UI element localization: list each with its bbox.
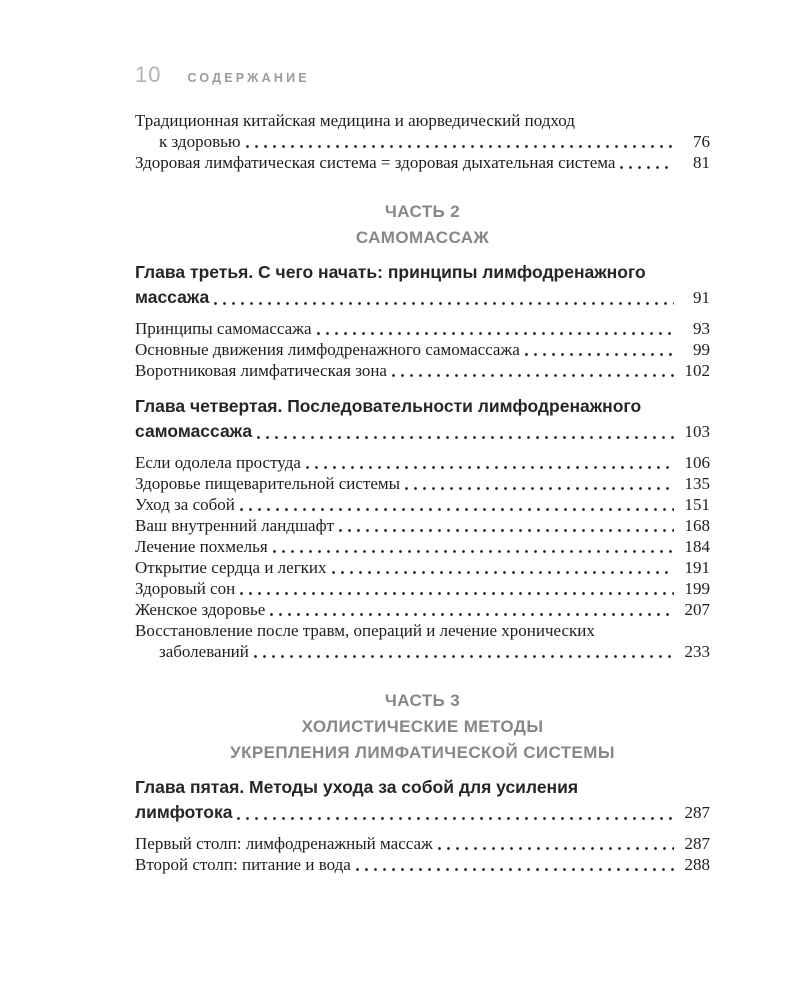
- toc-entry-page: 287: [684, 803, 710, 822]
- dot-leader: [237, 800, 674, 825]
- dot-leader: [240, 494, 674, 515]
- dot-leader: [438, 833, 674, 854]
- toc-entry: [135, 620, 710, 662]
- toc-entry-title: Если одолела простуда: [135, 453, 301, 472]
- toc-entry-title-continued: к здоровью: [159, 132, 241, 151]
- toc-entry-title: Принципы самомассажа: [135, 319, 312, 338]
- toc-entry-page: 151: [684, 495, 710, 514]
- dot-leader: [525, 339, 674, 360]
- toc-entry-page: 81: [693, 153, 710, 172]
- toc-entry-page: 199: [684, 579, 710, 598]
- dot-leader: [273, 536, 674, 557]
- toc-entry: [135, 110, 710, 152]
- toc-entry-page: 168: [684, 516, 710, 535]
- dot-leader: [620, 152, 674, 173]
- toc-entry-page: 103: [684, 422, 710, 441]
- toc-entry: [135, 494, 710, 515]
- chapter-title-continued: самомассажа: [135, 421, 253, 441]
- part-heading-line: ЧАСТЬ 3: [384, 691, 461, 710]
- dot-leader: [246, 131, 674, 152]
- toc-entry: [135, 452, 710, 473]
- toc-entry: [135, 599, 710, 620]
- toc-entry: [135, 515, 710, 536]
- chapter-entry: [135, 775, 710, 825]
- dot-leader: [332, 557, 674, 578]
- part-heading-2: [135, 199, 710, 251]
- part-heading-line: УКРЕПЛЕНИЯ ЛИМФАТИЧЕСКОЙ СИСТЕМЫ: [230, 743, 615, 762]
- toc-entry-page: 135: [684, 474, 710, 493]
- dot-leader: [240, 578, 674, 599]
- toc-entry-page: 93: [693, 319, 710, 338]
- toc-entry-title: Первый столп: лимфодренажный массаж: [135, 834, 433, 853]
- toc-entry-title: Женское здоровье: [135, 600, 266, 619]
- chapter-title: Глава четвертая. Последовательности лимфодренажного: [135, 396, 642, 416]
- dot-leader: [270, 599, 674, 620]
- toc-entry-title: Второй столп: питание и вода: [135, 855, 351, 874]
- toc-entry-title-continued: заболеваний: [159, 642, 249, 661]
- toc-entry: [135, 833, 710, 854]
- toc-entry-page: 207: [684, 600, 710, 619]
- dot-leader: [257, 419, 674, 444]
- part-heading-3: [135, 688, 710, 766]
- chapter-entry: [135, 260, 710, 310]
- dot-leader: [405, 473, 674, 494]
- chapter-title: Глава пятая. Методы ухода за собой для усиления: [135, 777, 579, 797]
- toc-entry: [135, 360, 710, 381]
- dot-leader: [339, 515, 674, 536]
- toc-entry-title: Здоровая лимфатическая система = здоровая дыхательная система: [135, 153, 616, 172]
- dot-leader: [306, 452, 674, 473]
- toc-entry: [135, 854, 710, 875]
- toc-entry-title: Основные движения лимфодренажного самомассажа: [135, 340, 520, 359]
- toc-entry-page: 191: [684, 558, 710, 577]
- toc-entry-title: Воротниковая лимфатическая зона: [135, 361, 387, 380]
- page-number: 10: [135, 62, 162, 87]
- toc-entry-page: 287: [684, 834, 710, 853]
- part-heading-line: ХОЛИСТИЧЕСКИЕ МЕТОДЫ: [301, 717, 544, 736]
- toc-entry-title: Традиционная китайская медицина и аюрведический подход: [135, 111, 575, 130]
- dot-leader: [214, 285, 674, 310]
- toc-entry-page: 99: [693, 340, 710, 359]
- toc-entry: [135, 473, 710, 494]
- toc-entry-title: Здоровье пищеварительной системы: [135, 474, 401, 493]
- toc-entry-title: Лечение похмелья: [135, 537, 268, 556]
- chapter-entry: [135, 394, 710, 444]
- toc-entry-page: 288: [684, 855, 710, 874]
- running-head: [135, 62, 710, 90]
- toc-entry: [135, 318, 710, 339]
- toc-entry-title: Открытие сердца и легких: [135, 558, 327, 577]
- contents-header: СОДЕРЖАНИЕ: [187, 71, 310, 85]
- chapter-title-continued: лимфотока: [135, 802, 233, 822]
- toc-entry-page: 76: [693, 132, 710, 151]
- toc-entry-page: 233: [684, 642, 710, 661]
- chapter-title-continued: массажа: [135, 287, 210, 307]
- toc-entry: [135, 578, 710, 599]
- toc-entry: [135, 339, 710, 360]
- dot-leader: [392, 360, 674, 381]
- toc-entry-title: Ваш внутренний ландшафт: [135, 516, 335, 535]
- toc-entry-page: 184: [684, 537, 710, 556]
- toc-entry-title: Уход за собой: [135, 495, 235, 514]
- toc-entry-title: Здоровый сон: [135, 579, 236, 598]
- chapter-title: Глава третья. С чего начать: принципы лимфодренажного: [135, 262, 646, 282]
- dot-leader: [317, 318, 675, 339]
- part-heading-line: ЧАСТЬ 2: [384, 202, 461, 221]
- toc-entry-page: 106: [684, 453, 710, 472]
- toc-entry: [135, 557, 710, 578]
- toc-entry: [135, 152, 710, 173]
- toc-entry-title: Восстановление после травм, операций и лечение хронических: [135, 621, 595, 640]
- part-heading-line: САМОМАССАЖ: [355, 228, 490, 247]
- toc-entry-page: 102: [684, 361, 710, 380]
- dot-leader: [356, 854, 674, 875]
- toc-entry: [135, 536, 710, 557]
- dot-leader: [254, 641, 674, 662]
- toc-entry-page: 91: [693, 288, 710, 307]
